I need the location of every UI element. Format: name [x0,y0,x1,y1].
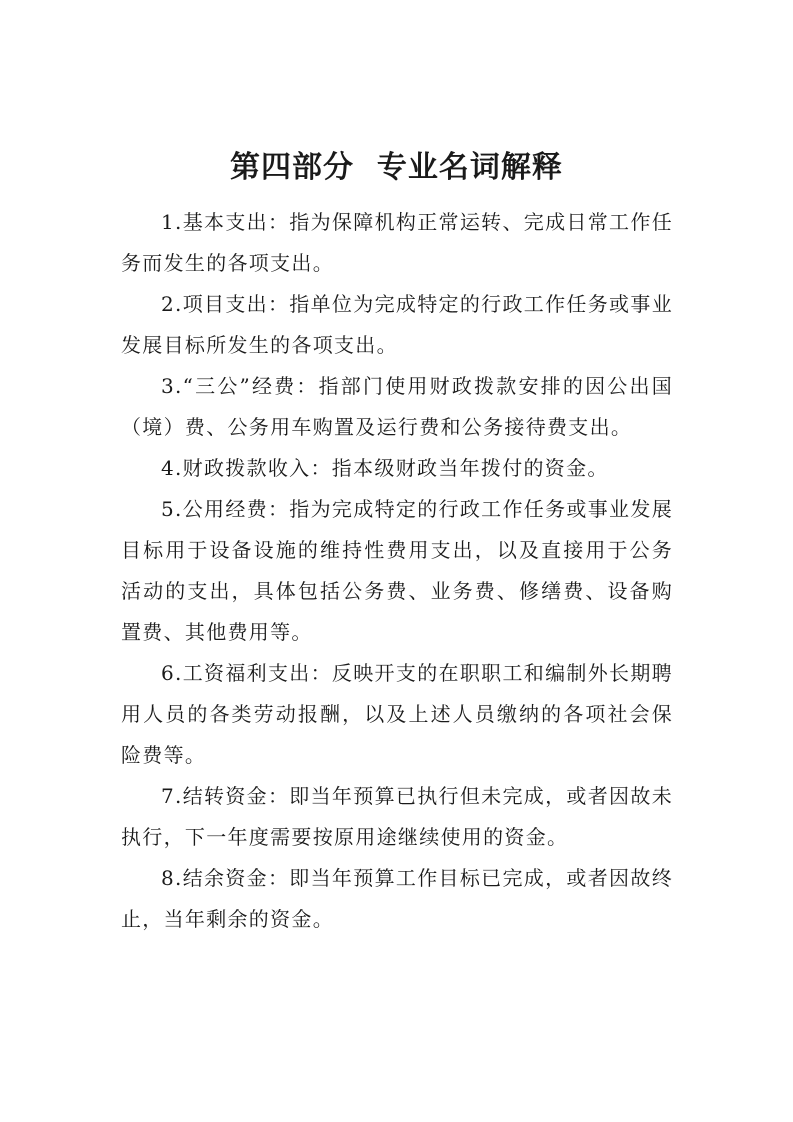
definition-term: 2.项目支出： [161,292,290,316]
definition-item [121,858,673,940]
definition-term: 8.结余资金： [161,866,290,890]
definition-text: 指本级财政当年拨付的资金。 [331,456,609,480]
definition-text: 指部门使用财政拨款安排的因公出国（境）费、公务用车购置及运行费和公务接待费支出。 [121,374,673,439]
definition-item [121,366,673,448]
definition-text: 反映开支的在职职工和编制外长期聘用人员的各类劳动报酬，以及上述人员缴纳的各项社会保险费等。 [121,661,673,767]
definition-term: 3.“三公”经费： [161,374,319,398]
definition-item [121,653,673,776]
definition-term: 5.公用经费： [161,497,290,521]
definition-term: 7.结转资金： [161,784,290,808]
definitions-list [121,202,673,940]
definition-item [121,448,673,489]
definition-term: 1.基本支出： [161,210,290,234]
definition-text: 指单位为完成特定的行政工作任务或事业发展目标所发生的各项支出。 [121,292,673,357]
definition-term: 6.工资福利支出： [161,661,332,685]
definition-item [121,489,673,653]
definition-text: 指为保障机构正常运转、完成日常工作任务而发生的各项支出。 [121,210,673,275]
definition-text: 即当年预算已执行但未完成，或者因故未执行，下一年度需要按原用途继续使用的资金。 [121,784,673,849]
definition-term: 4.财政拨款收入： [161,456,332,480]
definition-text: 指为完成特定的行政工作任务或事业发展目标用于设备设施的维持性费用支出，以及直接用于公务活动的支出，具体包括公务费、业务费、修缮费、设备购置费、其他费用等。 [121,497,673,644]
definition-text: 即当年预算工作目标已完成，或者因故终止，当年剩余的资金。 [121,866,673,931]
definition-item [121,284,673,366]
definition-item [121,776,673,858]
definition-item [121,202,673,284]
page-title: 第四部分 专业名词解释 [230,150,563,185]
